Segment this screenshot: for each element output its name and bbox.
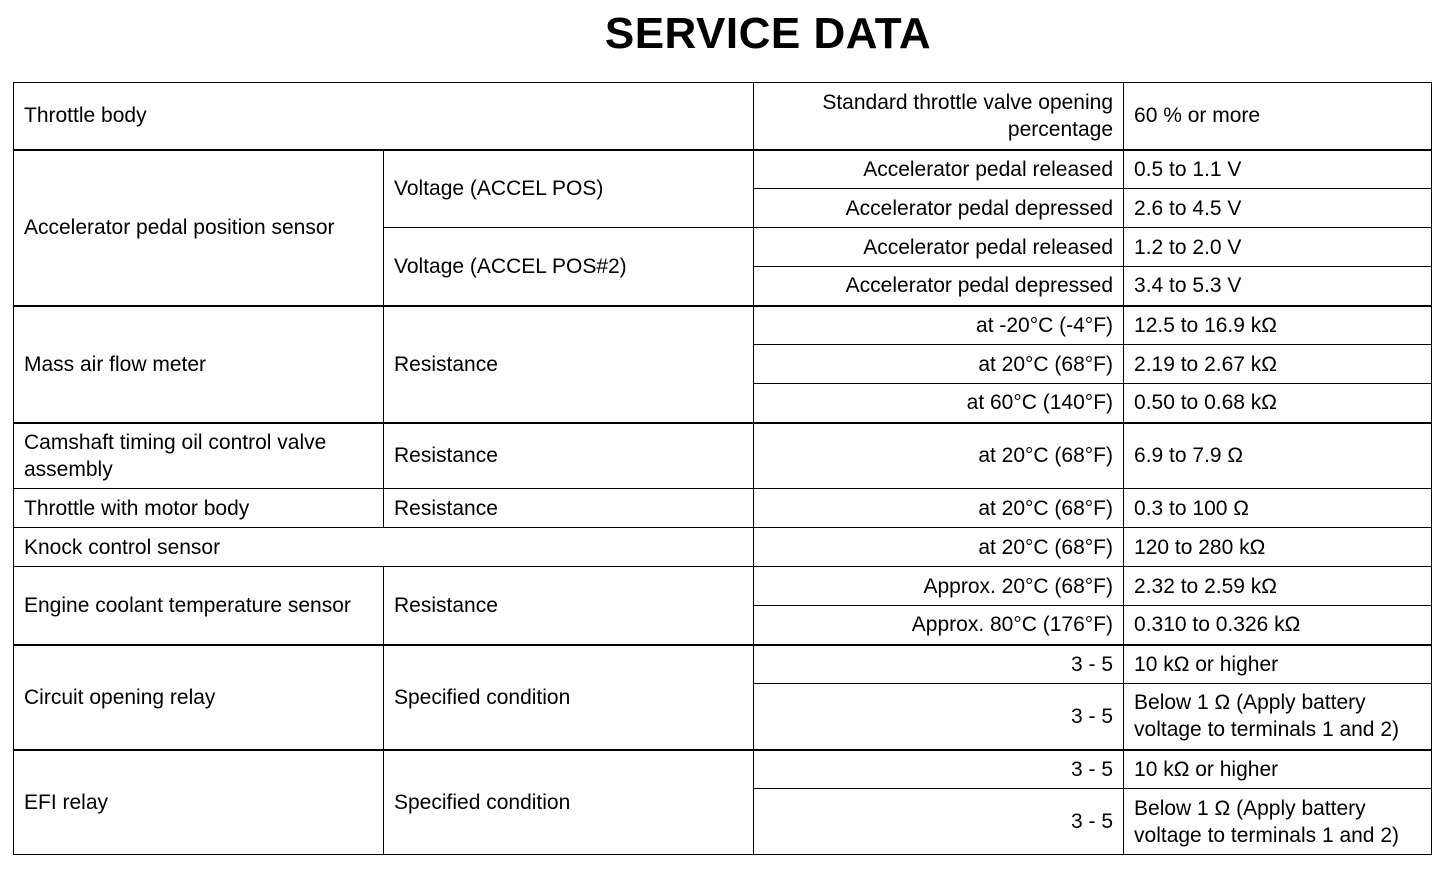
table-row (14, 645, 1432, 684)
condition-cell: at 60°C (140°F) (754, 384, 1124, 423)
service-data-table (13, 82, 1432, 855)
spec-cell: 0.310 to 0.326 kΩ (1124, 606, 1432, 645)
spec-cell: 60 % or more (1124, 83, 1432, 150)
table-row (14, 750, 1432, 789)
condition-cell: Accelerator pedal depressed (754, 189, 1124, 228)
item-knock-control-sensor: Knock control sensor (14, 528, 754, 567)
condition-cell: at 20°C (68°F) (754, 345, 1124, 384)
measure-cell: Voltage (ACCEL POS#2) (384, 228, 754, 306)
table-row (14, 150, 1432, 189)
measure-cell: Resistance (384, 567, 754, 645)
spec-cell: 10 kΩ or higher (1124, 645, 1432, 684)
spec-cell: 10 kΩ or higher (1124, 750, 1432, 789)
measure-cell: Resistance (384, 306, 754, 423)
table-row (14, 306, 1432, 345)
measure-cell: Resistance (384, 423, 754, 489)
condition-cell: Accelerator pedal released (754, 228, 1124, 267)
page-title: SERVICE DATA (604, 9, 932, 58)
spec-cell: 6.9 to 7.9 Ω (1124, 423, 1432, 489)
spec-cell: 0.5 to 1.1 V (1124, 150, 1432, 189)
item-efi-relay: EFI relay (14, 750, 384, 855)
measure-cell: Specified condition (384, 750, 754, 855)
table-row (14, 489, 1432, 528)
condition-cell: 3 - 5 (754, 750, 1124, 789)
item-throttle-with-motor-body: Throttle with motor body (14, 489, 384, 528)
condition-cell: at 20°C (68°F) (754, 528, 1124, 567)
spec-cell: Below 1 Ω (Apply battery voltage to terminals 1 and 2) (1124, 684, 1432, 750)
spec-cell: 2.6 to 4.5 V (1124, 189, 1432, 228)
measure-cell: Voltage (ACCEL POS) (384, 150, 754, 228)
table-row (14, 423, 1432, 489)
condition-cell: at 20°C (68°F) (754, 489, 1124, 528)
spec-cell: 3.4 to 5.3 V (1124, 267, 1432, 306)
condition-cell: 3 - 5 (754, 684, 1124, 750)
condition-cell: Accelerator pedal released (754, 150, 1124, 189)
condition-cell: at 20°C (68°F) (754, 423, 1124, 489)
item-mass-air-flow-meter: Mass air flow meter (14, 306, 384, 423)
spec-cell: 0.3 to 100 Ω (1124, 489, 1432, 528)
spec-cell: 2.19 to 2.67 kΩ (1124, 345, 1432, 384)
table-row (14, 83, 1432, 150)
condition-cell: Accelerator pedal depressed (754, 267, 1124, 306)
item-camshaft-timing-oil-control-valve: Camshaft timing oil control valve assembly (14, 423, 384, 489)
item-circuit-opening-relay: Circuit opening relay (14, 645, 384, 750)
item-throttle-body: Throttle body (14, 83, 754, 150)
table-row (14, 567, 1432, 606)
condition-cell: Approx. 20°C (68°F) (754, 567, 1124, 606)
condition-cell: Approx. 80°C (176°F) (754, 606, 1124, 645)
item-accelerator-pedal-position-sensor: Accelerator pedal position sensor (14, 150, 384, 306)
condition-cell: Standard throttle valve opening percentage (754, 83, 1124, 150)
spec-cell: 2.32 to 2.59 kΩ (1124, 567, 1432, 606)
spec-cell: 12.5 to 16.9 kΩ (1124, 306, 1432, 345)
spec-cell: 120 to 280 kΩ (1124, 528, 1432, 567)
condition-cell: at -20°C (-4°F) (754, 306, 1124, 345)
measure-cell: Specified condition (384, 645, 754, 750)
spec-cell: 0.50 to 0.68 kΩ (1124, 384, 1432, 423)
item-engine-coolant-temperature-sensor: Engine coolant temperature sensor (14, 567, 384, 645)
spec-cell: Below 1 Ω (Apply battery voltage to terminals 1 and 2) (1124, 789, 1432, 855)
table-row (14, 528, 1432, 567)
spec-cell: 1.2 to 2.0 V (1124, 228, 1432, 267)
measure-cell: Resistance (384, 489, 754, 528)
condition-cell: 3 - 5 (754, 789, 1124, 855)
condition-cell: 3 - 5 (754, 645, 1124, 684)
